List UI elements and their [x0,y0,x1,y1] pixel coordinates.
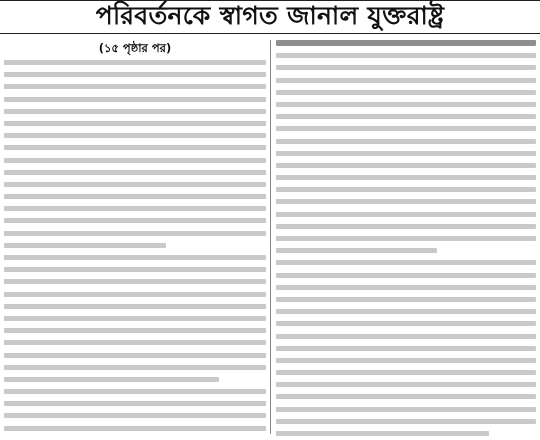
text-line [276,212,536,217]
continuation-marker: (১৫ পৃষ্ঠার পর) [98,41,172,55]
text-line [276,40,536,46]
text-line [276,285,536,290]
text-line [4,231,266,236]
left-column-text [4,60,266,436]
text-line [276,394,536,399]
text-line [4,340,266,345]
text-line [4,243,166,248]
text-line [276,346,536,351]
text-line [4,328,266,333]
text-line [276,90,536,95]
text-line [276,224,536,229]
text-line [276,309,536,314]
text-line [276,151,536,156]
text-line [276,431,489,436]
text-line [4,72,266,77]
text-line [276,65,536,70]
text-line [276,260,536,265]
text-line [276,139,536,144]
text-line [4,121,266,126]
text-line [4,279,266,284]
text-line [4,389,266,394]
text-line [4,145,266,150]
text-line [4,353,266,358]
headline: পরিবর্তনকে স্বাগত জানাল যুক্তরাষ্ট্র [95,0,445,30]
left-column [4,40,266,436]
text-line [276,175,536,180]
text-line [4,316,266,321]
text-line [4,170,266,175]
text-line [276,370,536,375]
text-line [276,114,536,119]
text-line [276,102,536,107]
text-line [4,194,266,199]
text-line [4,84,266,89]
column-divider [270,40,271,434]
text-line [4,292,266,297]
text-line [4,377,219,382]
text-line [276,78,536,83]
text-line [4,255,266,260]
text-line [4,218,266,223]
text-line [4,109,266,114]
text-line [4,413,266,418]
text-line [4,158,266,163]
text-line [4,304,266,309]
text-line [276,236,536,241]
text-line [276,419,536,424]
headline-box [0,0,540,34]
text-line [4,206,266,211]
text-line [4,365,266,370]
text-line [276,334,536,339]
text-line [276,163,536,168]
right-column [276,40,536,436]
text-line [4,401,266,406]
text-line [4,97,266,102]
right-column-text [276,40,536,436]
text-line [276,407,536,412]
text-line [276,248,437,253]
text-line [4,60,266,65]
text-line [4,426,266,431]
text-line [4,267,266,272]
text-line [4,182,266,187]
text-line [4,133,266,138]
text-line [276,53,536,58]
text-line [276,187,536,192]
text-line [276,358,536,363]
text-line [276,126,536,131]
text-line [276,297,536,302]
text-line [276,382,536,387]
text-line [276,199,536,204]
text-line [276,273,536,278]
text-line [276,321,536,326]
